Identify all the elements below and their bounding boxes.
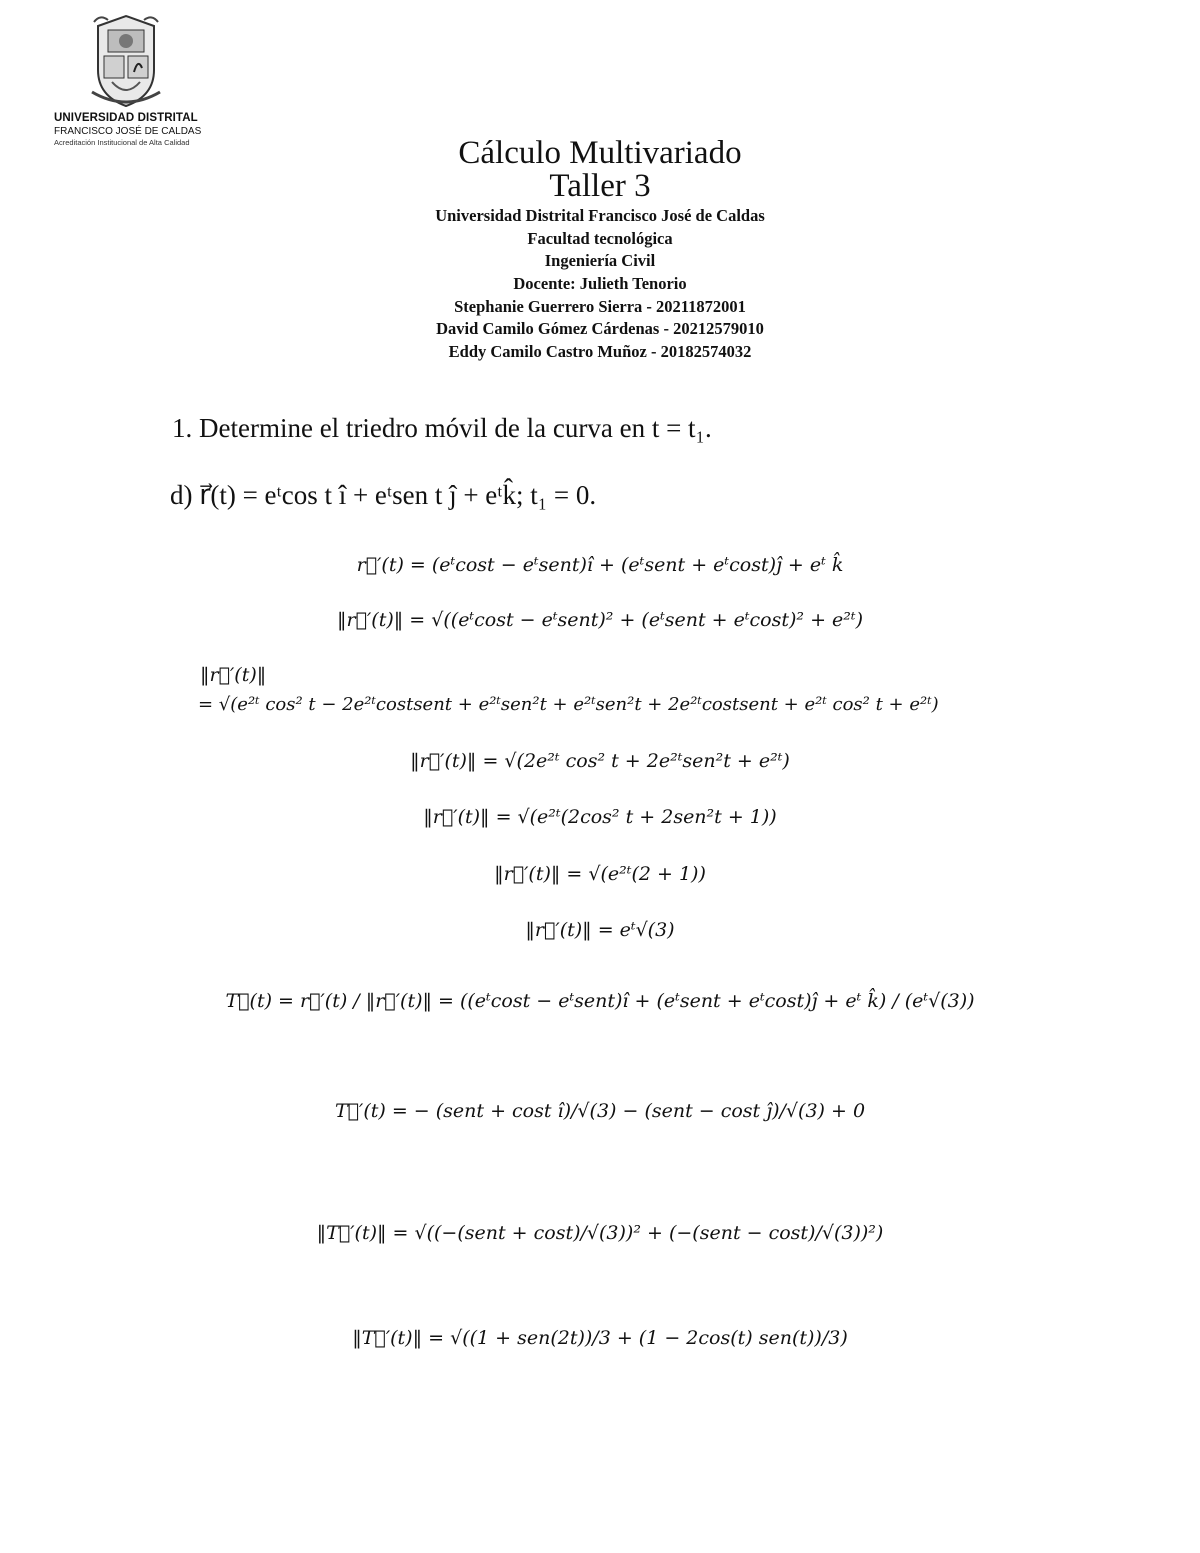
program-line: Ingeniería Civil: [544, 251, 656, 271]
university-seal-icon: [90, 12, 162, 110]
equation-3-lhs: ‖r⃗′(t)‖: [200, 664, 267, 686]
student-line: David Camilo Gómez Cárdenas - 20212579010: [436, 319, 764, 339]
equation-10: ‖T⃗′(t)‖ = √((−(sent + cost)/√(3))² + (−(sent − cost)/√(3))²): [316, 1222, 884, 1244]
equation-3-rhs: = √(e²ᵗ cos² t − 2e²ᵗcostsent + e²ᵗsen²t + e²ᵗsen²t + 2e²ᵗcostsent + e²ᵗ cos² t + e²ᵗ): [198, 694, 939, 715]
equation-6: ‖r⃗′(t)‖ = √(e²ᵗ(2 + 1)): [494, 863, 706, 885]
equation-7: ‖r⃗′(t)‖ = eᵗ√(3): [525, 919, 675, 941]
document-title: Cálculo Multivariado: [458, 135, 742, 171]
equation-8: T⃗(t) = r⃗′(t) / ‖r⃗′(t)‖ = ((eᵗcost − eᵗsent)î + (eᵗsent + eᵗcost)ĵ + eᵗ k̂) / (eᵗ√(3)): [225, 990, 975, 1012]
equation-9: T⃗′(t) = − (sent + cost î)/√(3) − (sent − cost ĵ)/√(3) + 0: [334, 1100, 866, 1122]
header-info: [0, 205, 1200, 364]
problem-part-d: d) r⃗(t) = eᵗcos t î + eᵗsen t ĵ + eᵗk̂; t₁ = 0.: [170, 480, 597, 510]
faculty-line: Facultad tecnológica: [527, 228, 673, 248]
equation-11: ‖T⃗′(t)‖ = √((1 + sen(2t))/3 + (1 − 2cos(t) sen(t))/3): [352, 1327, 848, 1349]
equation-4: ‖r⃗′(t)‖ = √(2e²ᵗ cos² t + 2e²ᵗsen²t + e²ᵗ): [410, 750, 790, 772]
teacher-line: Docente: Julieth Tenorio: [513, 274, 687, 294]
logo-accreditation: Acreditación Institucional de Alta Calidad: [54, 138, 190, 147]
logo-name-line1: UNIVERSIDAD DISTRITAL: [54, 112, 198, 124]
student-line: Stephanie Guerrero Sierra - 20211872001: [454, 296, 746, 316]
document-subtitle: Taller 3: [549, 168, 651, 204]
logo-name-line2: FRANCISCO JOSÉ DE CALDAS: [54, 126, 202, 137]
equation-2: ‖r⃗′(t)‖ = √((eᵗcost − eᵗsent)² + (eᵗsent + eᵗcost)² + e²ᵗ): [337, 609, 863, 631]
problem-statement: 1. Determine el triedro móvil de la curva en t = t₁.: [172, 413, 712, 443]
equation-1: r⃗′(t) = (eᵗcost − eᵗsent)î + (eᵗsent + eᵗcost)ĵ + eᵗ k̂: [356, 554, 844, 576]
student-line: Eddy Camilo Castro Muñoz - 20182574032: [448, 342, 752, 362]
university-logo: [52, 12, 202, 152]
equation-5: ‖r⃗′(t)‖ = √(e²ᵗ(2cos² t + 2sen²t + 1)): [423, 806, 777, 828]
university-line: Universidad Distrital Francisco José de Caldas: [435, 206, 765, 225]
